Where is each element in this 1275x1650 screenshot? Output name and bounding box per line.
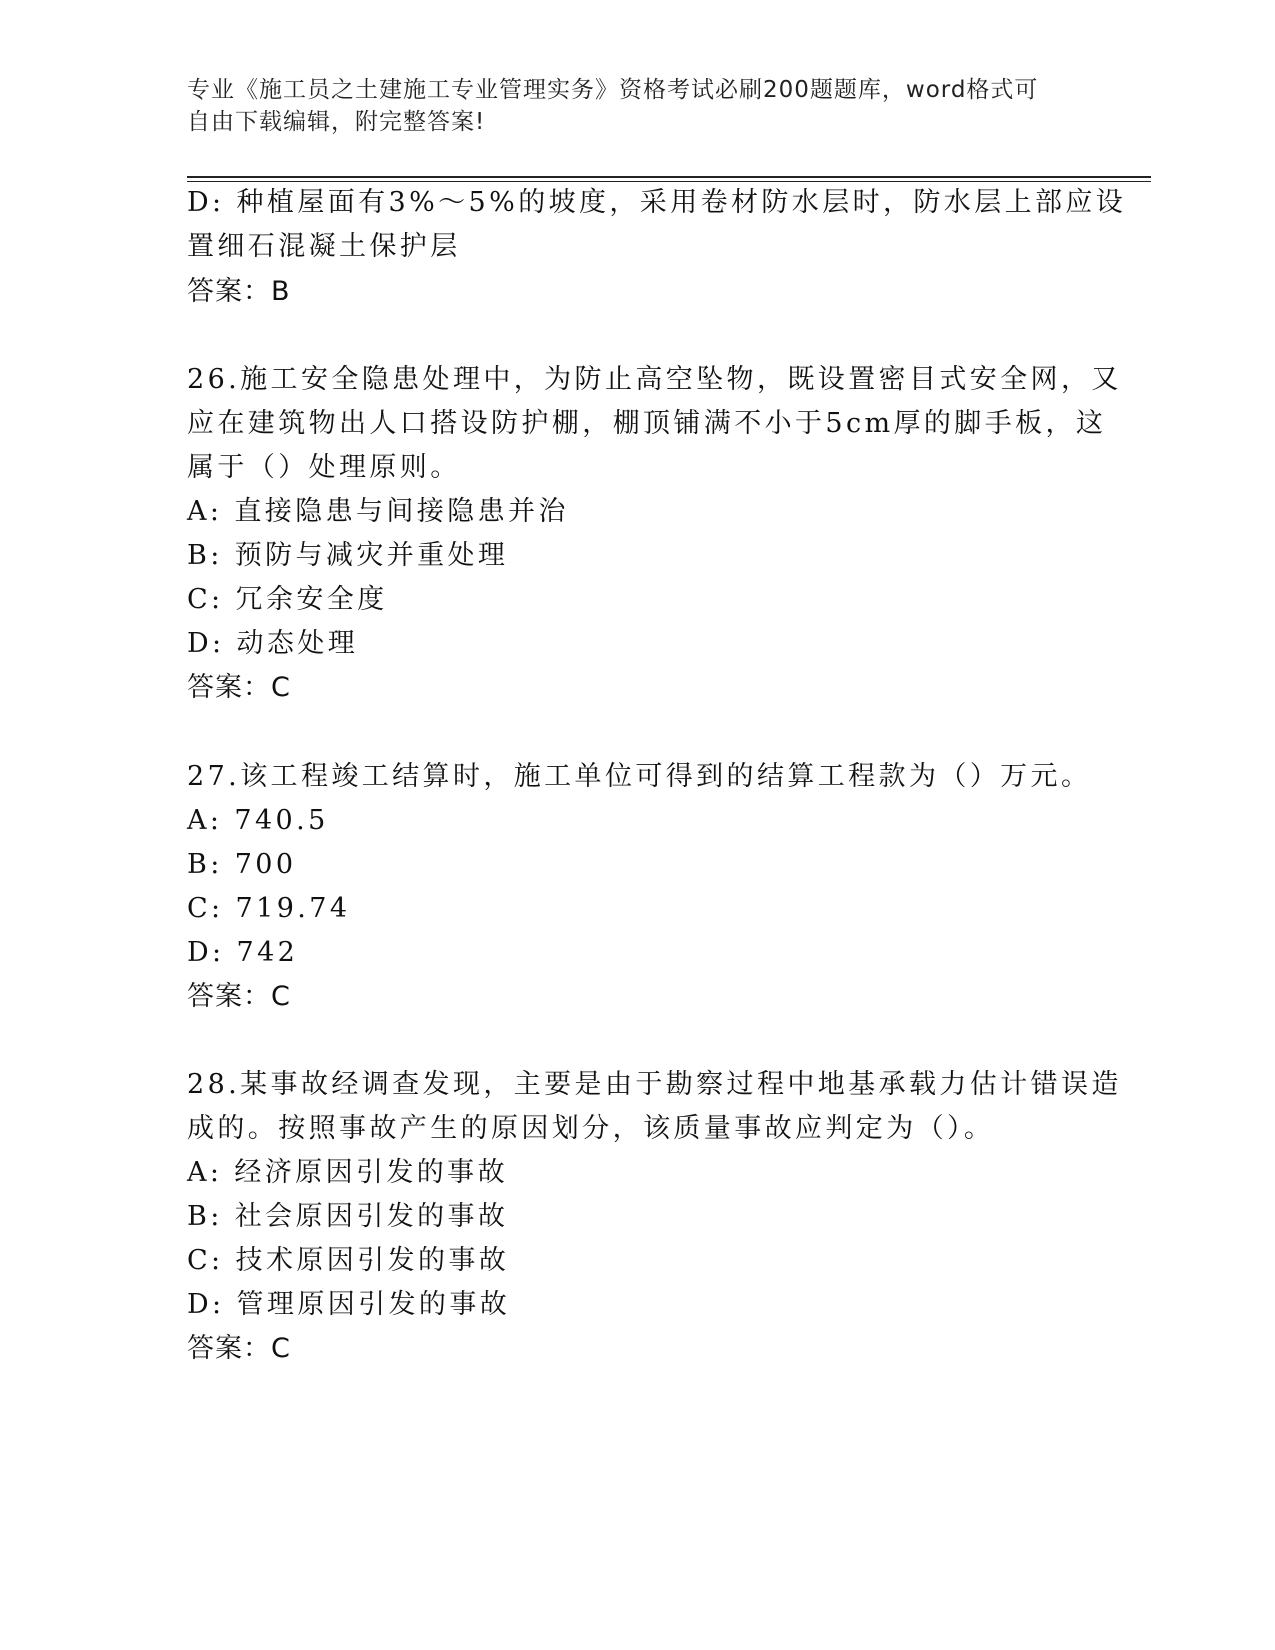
header-line-2: 自由下载编辑，附完整答案! [187,109,486,135]
q26-stem-line-1: 26.施工安全隐患处理中，为防止高空坠物，既设置密目式安全网，又 [187,364,1122,395]
q27-stem-line-1: 27.该工程竣工结算时，施工单位可得到的结算工程款为（）万元。 [187,761,1092,792]
q26-option-b: B: 预防与减灾并重处理 [187,540,509,571]
q26-option-c: C: 冗余安全度 [187,584,388,615]
q28-option-a: A: 经济原因引发的事故 [187,1157,508,1188]
prev-option-d-line-1: D: 种植屋面有3%～5%的坡度，采用卷材防水层时，防水层上部应设 [187,187,1127,218]
q26-answer: 答案：C [187,672,291,703]
q28-stem-line-1: 28.某事故经调查发现，主要是由于勘察过程中地基承载力估计错误造 [187,1069,1122,1100]
q26-stem-line-3: 属于（）处理原则。 [187,452,461,483]
q26-option-a: A: 直接隐患与间接隐患并治 [187,496,569,527]
q26-stem-line-2: 应在建筑物出人口搭设防护棚，棚顶铺满不小于5cm厚的脚手板，这 [187,408,1107,439]
q28-answer: 答案：C [187,1333,291,1364]
header-rule-thick [187,176,1151,178]
page-header [187,74,1067,138]
header-line-1: 专业《施工员之土建施工专业管理实务》资格考试必刷200题题库，word格式可 [187,77,1039,103]
q28-option-d: D: 管理原因引发的事故 [187,1289,511,1320]
q26-option-d: D: 动态处理 [187,628,359,659]
q27-option-c: C: 719.74 [187,893,351,924]
header-rule-thin [187,181,1151,182]
q27-option-b: B: 700 [187,849,297,880]
q28-stem-line-2: 成的。按照事故产生的原因划分，该质量事故应判定为（）。 [187,1113,995,1144]
q27-answer: 答案：C [187,981,291,1012]
prev-answer: 答案：B [187,276,291,307]
q28-option-c: C: 技术原因引发的事故 [187,1245,510,1276]
q28-option-b: B: 社会原因引发的事故 [187,1201,509,1232]
q27-option-a: A: 740.5 [187,805,329,836]
prev-option-d-line-2: 置细石混凝土保护层 [187,231,461,262]
q27-option-d: D: 742 [187,937,299,968]
